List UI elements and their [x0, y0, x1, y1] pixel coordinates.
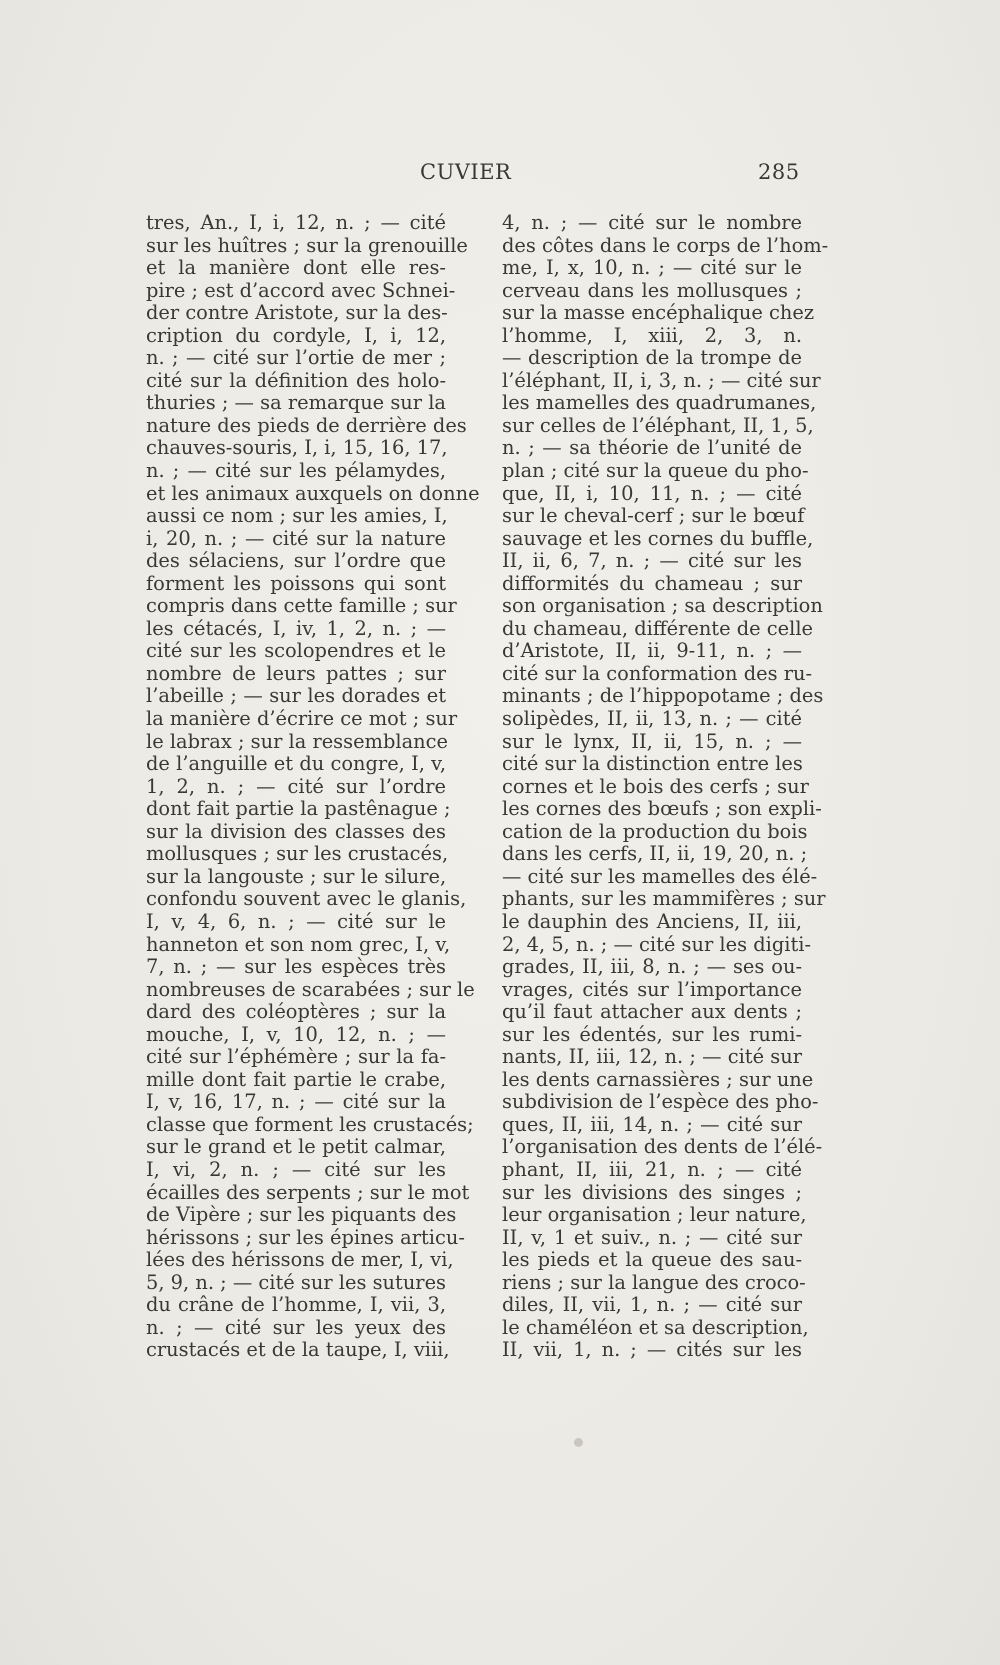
text-line: l’éléphant, II, i, 3, n. ; — cité sur: [502, 368, 821, 392]
text-line: leur organisation ; leur nature,: [502, 1203, 807, 1227]
page-number: 285: [758, 160, 800, 184]
text-line: n. ; — cité sur les yeux des: [146, 1315, 446, 1339]
text-line: d’Aristote, II, ii, 9-11, n. ; —: [502, 639, 802, 663]
running-head: [0, 160, 1000, 190]
text-line: sur les huîtres ; sur la grenouille: [146, 233, 468, 257]
text-line: les cétacés, I, iv, 1, 2, n. ; —: [146, 616, 446, 640]
text-line: forment les poissons qui sont: [146, 571, 446, 595]
text-line: écailles des serpents ; sur le mot: [146, 1180, 470, 1204]
text-line: I, v, 16, 17, n. ; — cité sur la: [146, 1090, 446, 1114]
text-line: 7, n. ; — sur les espèces très: [146, 955, 446, 979]
text-line: compris dans cette famille ; sur: [146, 594, 457, 618]
text-line: mouche, I, v, 10, 12, n. ; —: [146, 1022, 446, 1046]
text-line: cité sur la conformation des ru-: [502, 661, 813, 685]
text-line: thuries ; — sa remarque sur la: [146, 391, 446, 415]
text-line: 1, 2, n. ; — cité sur l’ordre: [146, 774, 446, 798]
text-line: plan ; cité sur la queue du pho-: [502, 459, 809, 483]
text-line: l’abeille ; — sur les dorades et: [146, 684, 446, 708]
text-line: grades, II, iii, 8, n. ; — ses ou-: [502, 955, 802, 979]
text-line: sur les édentés, sur les rumi-: [502, 1022, 802, 1046]
text-line: II, vii, 1, n. ; — cités sur les: [502, 1338, 802, 1362]
text-line: n. ; — cité sur les pélamydes,: [146, 459, 446, 483]
text-line: des sélaciens, sur l’ordre que: [146, 549, 446, 573]
text-line: dont fait partie la pastênague ;: [146, 797, 451, 821]
left-text-column: [146, 211, 480, 1362]
text-line: le dauphin des Anciens, II, iii,: [502, 909, 802, 933]
text-line: 4, n. ; — cité sur le nombre: [502, 211, 802, 234]
text-line: cornes et le bois des cerfs ; sur: [502, 774, 809, 798]
text-line: I, v, 4, 6, n. ; — cité sur le: [146, 909, 446, 933]
running-title: CUVIER: [420, 160, 512, 184]
text-line: du chameau, différente de celle: [502, 616, 814, 640]
text-line: dans les cerfs, II, ii, 19, 20, n. ;: [502, 842, 808, 866]
text-line: de Vipère ; sur les piquants des: [146, 1203, 457, 1227]
text-line: pire ; est d’accord avec Schnei-: [146, 278, 456, 302]
text-line: qu’il faut attacher aux dents ;: [502, 1000, 802, 1024]
text-line: l’homme, I, xiii, 2, 3, n.: [502, 323, 802, 347]
text-line: sur celles de l’éléphant, II, 1, 5,: [502, 413, 814, 437]
text-line: mollusques ; sur les crustacés,: [146, 842, 449, 866]
text-line: phants, sur les mammifères ; sur: [502, 887, 826, 911]
text-line: 2, 4, 5, n. ; — cité sur les digiti-: [502, 932, 811, 956]
text-line: de l’anguille et du congre, I, v,: [146, 752, 446, 776]
text-line: cité sur la définition des holo-: [146, 368, 446, 392]
text-line: II, v, 1 et suiv., n. ; — cité sur: [502, 1225, 802, 1249]
text-line: sauvage et les cornes du buffle,: [502, 526, 814, 550]
text-line: sur les divisions des singes ;: [502, 1180, 802, 1204]
text-line: phant, II, iii, 21, n. ; — cité: [502, 1157, 802, 1181]
text-line: I, vi, 2, n. ; — cité sur les: [146, 1157, 446, 1181]
text-line: aussi ce nom ; sur les amies, I,: [146, 504, 448, 528]
text-line: dard des coléoptères ; sur la: [146, 1000, 446, 1024]
text-line: der contre Aristote, sur la des-: [146, 301, 448, 325]
text-line: sur la division des classes des: [146, 819, 446, 843]
text-line: le chaméléon et sa description,: [502, 1315, 809, 1339]
text-line: difformités du chameau ; sur: [502, 571, 802, 595]
text-line: sur le cheval-cerf ; sur le bœuf: [502, 504, 805, 528]
text-line: minants ; de l’hippopotame ; des: [502, 684, 824, 708]
text-line: nants, II, iii, 12, n. ; — cité sur: [502, 1045, 802, 1069]
text-line: son organisation ; sa description: [502, 594, 823, 618]
text-line: confondu souvent avec le glanis,: [146, 887, 467, 911]
text-line: n. ; — cité sur l’ortie de mer ;: [146, 346, 446, 370]
text-line: crustacés et de la taupe, I, viii,: [146, 1338, 450, 1362]
text-line: me, I, x, 10, n. ; — cité sur le: [502, 256, 802, 280]
text-line: ques, II, iii, 14, n. ; — cité sur: [502, 1112, 802, 1136]
text-line: et les animaux auxquels on donne: [146, 481, 480, 505]
text-line: cerveau dans les mollusques ;: [502, 278, 802, 302]
text-line: que, II, i, 10, 11, n. ; — cité: [502, 481, 802, 505]
text-line: tres, An., I, i, 12, n. ; — cité: [146, 211, 446, 234]
ink-spot: [574, 1438, 583, 1447]
text-line: hérissons ; sur les épines articu-: [146, 1225, 465, 1249]
text-line: riens ; sur la langue des croco-: [502, 1270, 806, 1294]
text-line: sur la langouste ; sur le silure,: [146, 864, 447, 888]
text-line: nature des pieds de derrière des: [146, 413, 467, 437]
text-line: vrages, cités sur l’importance: [502, 977, 802, 1001]
text-line: les pieds et la queue des sau-: [502, 1248, 802, 1272]
text-line: n. ; — sa théorie de l’unité de: [502, 436, 802, 460]
text-line: hanneton et son nom grec, I, v,: [146, 932, 451, 956]
text-line: les mamelles des quadrumanes,: [502, 391, 817, 415]
text-line: les cornes des bœufs ; son expli-: [502, 797, 822, 821]
text-line: le labrax ; sur la ressemblance: [146, 729, 448, 753]
text-line: sur le grand et le petit calmar,: [146, 1135, 446, 1159]
text-line: nombre de leurs pattes ; sur: [146, 661, 446, 685]
text-line: du crâne de l’homme, I, vii, 3,: [146, 1293, 446, 1317]
text-line: et la manière dont elle res-: [146, 256, 446, 280]
text-line: solipèdes, II, ii, 13, n. ; — cité: [502, 707, 802, 731]
text-line: les dents carnassières ; sur une: [502, 1067, 814, 1091]
text-line: subdivision de l’espèce des pho-: [502, 1090, 819, 1114]
text-line: cription du cordyle, I, i, 12,: [146, 323, 446, 347]
text-line: 5, 9, n. ; — cité sur les sutures: [146, 1270, 446, 1294]
text-line: cité sur la distinction entre les: [502, 752, 803, 776]
text-line: — cité sur les mamelles des élé-: [502, 864, 818, 888]
text-line: — description de la trompe de: [502, 346, 802, 370]
text-line: chauves-souris, I, i, 15, 16, 17,: [146, 436, 448, 460]
text-line: lées des hérissons de mer, I, vi,: [146, 1248, 454, 1272]
text-line: l’organisation des dents de l’élé-: [502, 1135, 823, 1159]
text-line: la manière d’écrire ce mot ; sur: [146, 707, 458, 731]
text-line: sur la masse encéphalique chez: [502, 301, 815, 325]
text-line: nombreuses de scarabées ; sur le: [146, 977, 475, 1001]
text-line: des côtes dans le corps de l’hom-: [502, 233, 829, 257]
text-line: i, 20, n. ; — cité sur la nature: [146, 526, 446, 550]
text-line: cité sur les scolopendres et le: [146, 639, 446, 663]
text-line: cité sur l’éphémère ; sur la fa-: [146, 1045, 446, 1069]
text-line: classe que forment les crustacés;: [146, 1112, 474, 1136]
text-line: sur le lynx, II, ii, 15, n. ; —: [502, 729, 802, 753]
right-text-column: [502, 211, 829, 1362]
text-line: cation de la production du bois: [502, 819, 808, 843]
text-line: diles, II, vii, 1, n. ; — cité sur: [502, 1293, 802, 1317]
text-line: mille dont fait partie le crabe,: [146, 1067, 446, 1091]
text-line: II, ii, 6, 7, n. ; — cité sur les: [502, 549, 802, 573]
